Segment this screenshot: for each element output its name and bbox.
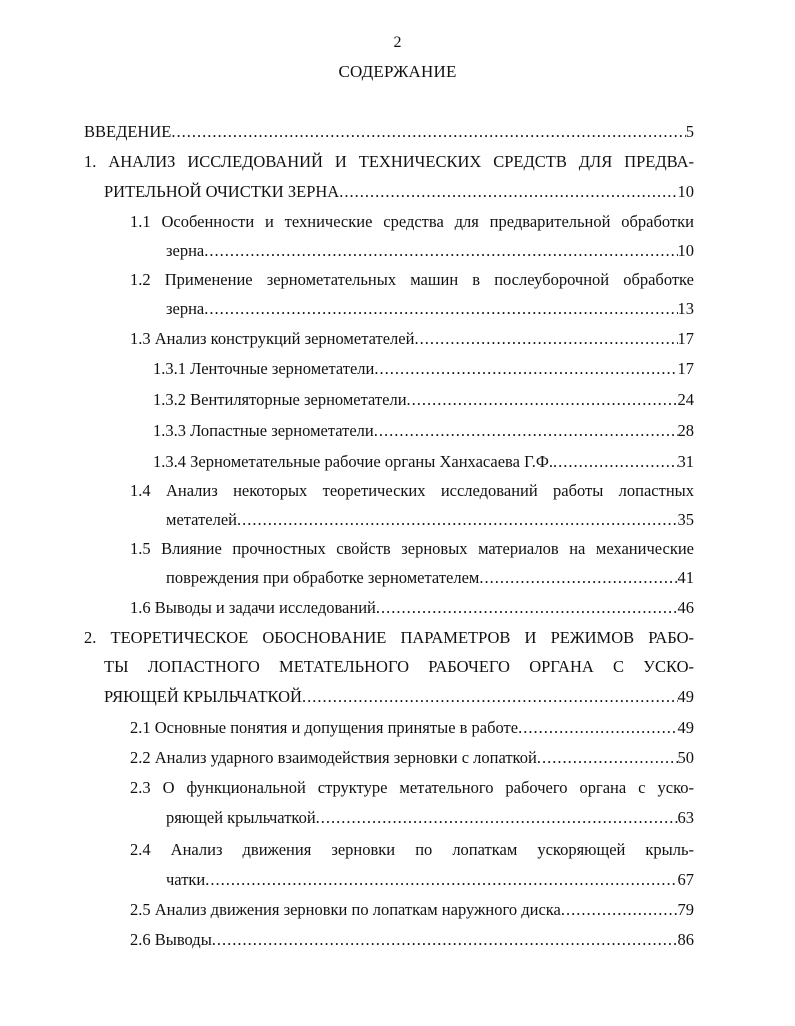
toc-entry-page: 46	[677, 598, 694, 617]
dot-leader	[414, 327, 677, 351]
toc-entry-page: 24	[677, 390, 694, 409]
toc-entry-title: 1.3.2 Вентиляторные зернометатели	[153, 390, 407, 409]
toc-entry	[130, 596, 694, 620]
toc-entry-page: 5	[685, 122, 694, 141]
dot-leader	[374, 419, 678, 443]
toc-entry: 1.1 Особенности и технические средства для предварительной обработки	[130, 212, 694, 231]
toc-entry	[153, 388, 694, 412]
toc-entry: 2.3 О функциональной структуре метательного рабочего органа с уско-	[130, 778, 694, 797]
toc-entry-title: 2.2 Анализ ударного взаимодействия зерновки с лопаткой	[130, 748, 537, 767]
toc-entry-title: 1.3.3 Лопастные зернометатели	[153, 421, 374, 440]
toc-entry-page: 17	[677, 359, 694, 378]
toc-entry-title: ВВЕДЕНИЕ	[84, 122, 172, 141]
dot-leader	[205, 868, 677, 892]
toc-entry	[166, 868, 694, 892]
dot-leader	[204, 239, 677, 263]
toc-entry-title: повреждения при обработке зернометателем	[166, 568, 480, 587]
toc-entry-page: 13	[677, 299, 694, 318]
toc-entry	[104, 180, 694, 204]
dot-leader	[537, 746, 678, 770]
dot-leader	[316, 806, 678, 830]
toc-entry-title: РИТЕЛЬНОЙ ОЧИСТКИ ЗЕРНА	[104, 182, 340, 201]
toc-entry-title: метателей	[166, 510, 237, 529]
toc-entry	[84, 120, 694, 144]
toc-entry-title: зерна	[166, 299, 205, 318]
toc-entry	[130, 898, 694, 922]
toc-entry: ТЫ ЛОПАСТНОГО МЕТАТЕЛЬНОГО РАБОЧЕГО ОРГАНА С УСКО-	[104, 657, 694, 676]
toc-entry-page: 86	[677, 930, 694, 949]
dot-leader	[374, 357, 677, 381]
toc-entry: 1. АНАЛИЗ ИССЛЕДОВАНИЙ И ТЕХНИЧЕСКИХ СРЕДСТВ ДЛЯ ПРЕДВА-	[84, 152, 694, 171]
dot-leader	[171, 120, 685, 144]
toc-entry-page: 67	[677, 870, 694, 889]
toc-entry-page: 41	[677, 568, 694, 587]
toc-entry-page: 17	[677, 329, 694, 348]
dot-leader	[302, 685, 678, 709]
toc-entry-title: чатки	[166, 870, 206, 889]
dot-leader	[204, 297, 677, 321]
toc-entry-title: 1.3.4 Зернометательные рабочие органы Ханхасаева Г.Ф.	[153, 452, 554, 471]
toc-entry	[166, 566, 694, 590]
toc-entry: 1.5 Влияние прочностных свойств зерновых материалов на механические	[130, 539, 694, 558]
toc-entry	[130, 327, 694, 351]
toc-entry	[130, 716, 694, 740]
toc-entry-page: 79	[677, 900, 694, 919]
toc-entry-page: 49	[677, 718, 694, 737]
toc-entry-page: 49	[677, 687, 694, 706]
toc-entry-title: зерна	[166, 241, 205, 260]
toc-entry-title: 1.3 Анализ конструкций зернометателей	[130, 329, 415, 348]
dot-leader	[407, 388, 678, 412]
toc-entry-title: ряющей крыльчаткой	[166, 808, 316, 827]
dot-leader	[237, 508, 678, 532]
toc-entry	[130, 746, 694, 770]
toc-entry	[166, 806, 694, 830]
toc-entry	[104, 685, 694, 709]
page-number: 2	[393, 34, 402, 51]
toc-entry-page: 28	[677, 421, 694, 440]
toc-entry	[166, 239, 694, 263]
dot-leader	[479, 566, 677, 590]
dot-leader	[339, 180, 677, 204]
toc-entry: 2. ТЕОРЕТИЧЕСКОЕ ОБОСНОВАНИЕ ПАРАМЕТРОВ И РЕЖИМОВ РАБО-	[84, 628, 694, 647]
toc-entry-page: 35	[677, 510, 694, 529]
dot-leader	[376, 596, 678, 620]
toc-entry-title: 2.5 Анализ движения зерновки по лопаткам наружного диска	[130, 900, 561, 919]
toc-entry-title: 2.6 Выводы	[130, 930, 212, 949]
toc-entry	[130, 928, 694, 952]
toc-entry	[153, 419, 694, 443]
toc-entry-page: 31	[677, 452, 694, 471]
toc-entry: 2.4 Анализ движения зерновки по лопаткам ускоряющей крыль-	[130, 840, 694, 859]
dot-leader	[561, 898, 678, 922]
toc-entry-page: 10	[677, 182, 694, 201]
dot-leader	[518, 716, 677, 740]
toc-entry	[153, 450, 694, 474]
toc-entry: 1.4 Анализ некоторых теоретических исследований работы лопастных	[130, 481, 694, 500]
toc-entry-page: 50	[677, 748, 694, 767]
toc-entry-title: 2.1 Основные понятия и допущения принятые в работе	[130, 718, 519, 737]
toc-entry-page: 10	[677, 241, 694, 260]
toc-entry-title: 1.3.1 Ленточные зернометатели	[153, 359, 375, 378]
toc-entry-page: 63	[677, 808, 694, 827]
dot-leader	[553, 450, 677, 474]
toc-entry	[166, 297, 694, 321]
dot-leader	[212, 928, 678, 952]
toc-entry-title: РЯЮЩЕЙ КРЫЛЬЧАТКОЙ	[104, 687, 302, 706]
toc-entry	[153, 357, 694, 381]
page-title: СОДЕРЖАНИЕ	[338, 62, 457, 81]
toc-entry-title: 1.6 Выводы и задачи исследований	[130, 598, 376, 617]
toc-entry: 1.2 Применение зернометательных машин в послеуборочной обработке	[130, 270, 694, 289]
toc-entry	[166, 508, 694, 532]
